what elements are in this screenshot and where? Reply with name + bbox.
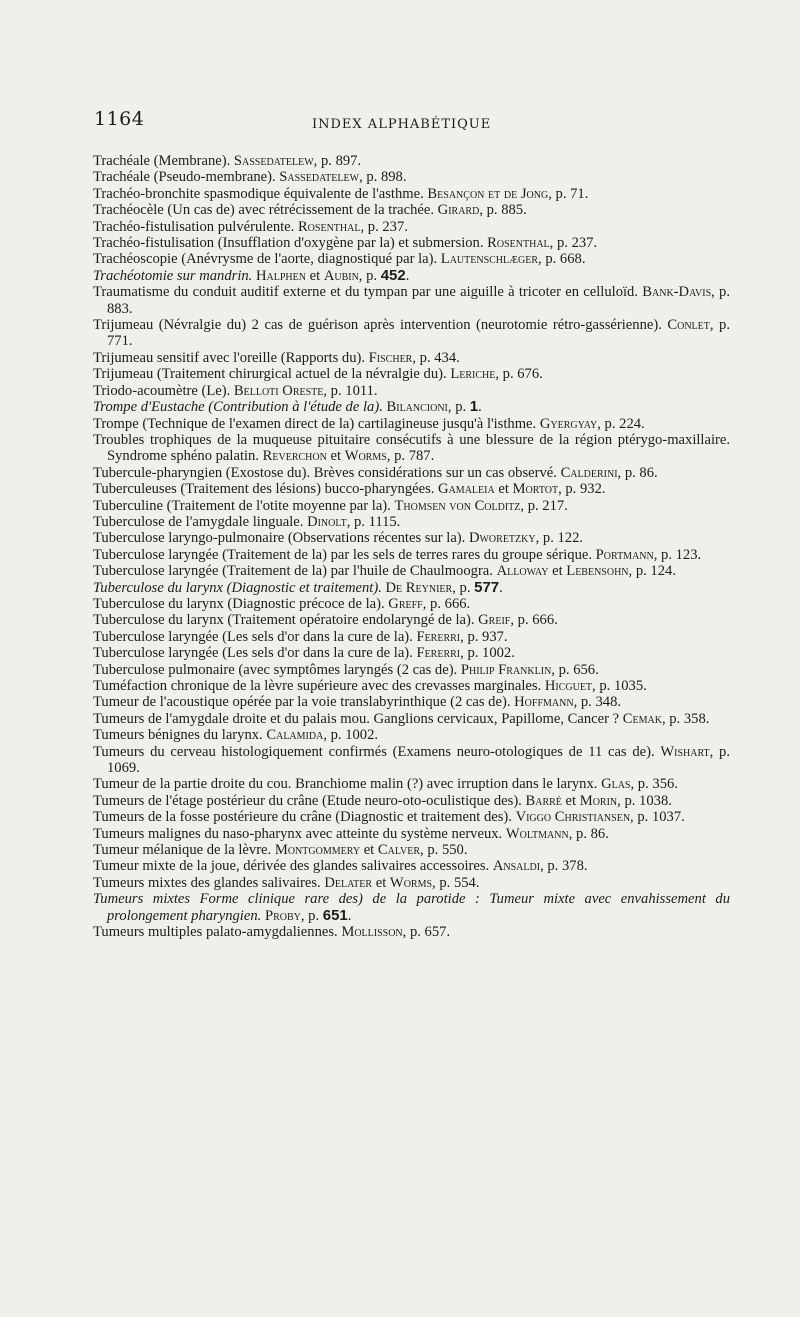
entry-author: Dinolt [307, 513, 347, 530]
entry-author: Alloway [496, 563, 549, 580]
entry-text: Trachéale (Membrane). [93, 153, 234, 169]
entry-page-ref: , p. 898. [359, 169, 407, 186]
entry-text: Tumeurs du cerveau histologiquement confirmés (Examens neuro-otologiques de 11 cas de). [93, 743, 661, 760]
index-entry [93, 596, 730, 612]
entry-page-ref: , p. 434. [412, 349, 460, 366]
entry-text: Tuberculose de l'amygdale linguale. [93, 513, 308, 530]
entry-author: Woltmann [505, 825, 569, 842]
entry-page-ref: , p. 348. [573, 694, 622, 711]
entry-page-ref: , p. 666. [422, 595, 471, 612]
entry-page-ref: , p. 122. [535, 530, 584, 547]
entry-page-ref: , p. [300, 907, 323, 924]
entry-author: Montgommery [274, 842, 361, 859]
entry-author: Bilancioni [386, 399, 448, 416]
index-entry [93, 235, 730, 251]
index-entry [93, 776, 730, 792]
index-entry [93, 629, 730, 645]
entry-page-bold: 452 [380, 266, 406, 284]
entry-conjunction: et [494, 481, 513, 498]
entry-author: Conlet [667, 317, 710, 334]
entry-author: Belloti Oreste [233, 382, 324, 399]
entry-author: Portmann [595, 546, 654, 563]
entry-page-ref: , p. 1069. [107, 743, 730, 777]
entry-author: Calamida [266, 727, 324, 744]
entry-text: Trijumeau sensitif avec l'oreille (Rapports du). [93, 349, 369, 366]
entry-author: Sassedatelew [279, 169, 360, 186]
entry-page-ref: , p. 237. [360, 218, 408, 235]
entry-author: Viggo Christiansen [515, 809, 631, 826]
entry-page-ref: , p. 885. [479, 202, 527, 219]
index-entry [93, 727, 730, 743]
index-entry [93, 563, 730, 579]
entry-title-italic: Trachéotomie sur mandrin. [93, 267, 253, 284]
index-entry [93, 826, 730, 842]
entry-page-ref: , p. 676. [495, 366, 543, 383]
entry-text: Trijumeau (Traitement chirurgical actuel de la névralgie du). [93, 366, 451, 383]
index-entry [93, 514, 730, 530]
index-entry [93, 498, 730, 514]
entry-text: Tumeurs bénignes du larynx. [93, 727, 267, 744]
entry-author: Mollisson [341, 924, 403, 941]
entry-author: Worms [344, 448, 387, 465]
index-entry [93, 678, 730, 694]
entry-author: Hoffmann [514, 694, 574, 711]
entry-page-ref: , p. 356. [630, 776, 678, 793]
entry-author: Reverchon [262, 448, 327, 465]
index-entry [93, 268, 730, 284]
entry-end: . [478, 399, 482, 416]
entry-page-ref: , p. 1002. [323, 727, 379, 744]
entry-text: Trachéo-bronchite spasmodique équivalente de l'asthme. [93, 185, 428, 202]
index-entry [93, 694, 730, 710]
entry-author: Greif [478, 612, 511, 629]
entry-text: Trachéoscopie (Anévrysme de l'aorte, diagnostiqué par la). [93, 251, 441, 268]
entry-page-ref: , p. 668. [538, 251, 586, 268]
entry-author: Delater [324, 874, 373, 891]
entry-page-ref: , p. 883. [107, 284, 730, 317]
entry-author: Bank-Davis [642, 284, 712, 301]
index-entry [93, 186, 730, 202]
index-entry [93, 432, 730, 465]
index-entry [93, 317, 730, 350]
entry-page-bold: 577 [474, 578, 500, 596]
entry-conjunction: et [326, 448, 345, 465]
index-entry [93, 875, 730, 891]
index-entry [93, 399, 730, 415]
entry-text: Trachéocèle (Un cas de) avec rétrécissement de la trachée. [93, 202, 438, 219]
entry-text: Trachéale (Pseudo-membrane). [93, 169, 280, 186]
entry-text: Tuberculose pulmonaire (avec symptômes laryngés (2 cas de). [93, 661, 461, 678]
index-entry [93, 858, 730, 874]
index-entry [93, 580, 730, 596]
entry-text: Traumatisme du conduit auditif externe et du tympan par une aiguille à tricoter en celluloïd. [93, 284, 643, 301]
entry-text: Tumeur de l'acoustique opérée par la voie translabyrinthique (2 cas de). [93, 694, 515, 711]
entry-text: Tuberculose du larynx (Traitement opératoire endolaryngé de la). [93, 612, 479, 629]
entry-text: Tumeurs de la fosse postérieure du crâne (Diagnostic et traitement des). [93, 809, 516, 826]
entry-author: Worms [389, 874, 433, 891]
entry-page-ref: , p. 358. [661, 710, 710, 727]
index-entry [93, 383, 730, 399]
index-entry [93, 169, 730, 185]
entry-conjunction: et [305, 267, 324, 284]
entry-author: Girard [437, 202, 480, 219]
entry-text: Tumeurs malignes du naso-pharynx avec atteinte du système nerveux. [93, 825, 506, 842]
entry-end: . [347, 907, 352, 924]
entry-text: Tuberculose du larynx (Diagnostic précoce de la). [93, 595, 389, 612]
entry-page-ref: , p. 937. [460, 628, 508, 645]
index-entry [93, 350, 730, 366]
entry-end: . [499, 579, 503, 596]
entry-author: Greff [388, 595, 423, 612]
entry-page-ref: , p. 1002. [460, 645, 515, 662]
entry-author: Gyergyay [539, 415, 598, 432]
entry-author: Rosenthal [487, 235, 550, 252]
entry-author: Mortot [512, 481, 559, 498]
entry-author: Sassedatelew [233, 153, 314, 169]
running-title: INDEX ALPHABÉTIQUE [312, 117, 492, 132]
page-number: 1164 [94, 108, 145, 130]
entry-page-ref: , p. 378. [540, 858, 588, 875]
entry-author: Dworetzky [468, 530, 536, 547]
entry-page-ref: , p. 71. [548, 185, 589, 202]
entry-author: Morin [579, 792, 618, 809]
entry-author: Aubin [323, 267, 359, 284]
entry-page-ref: , p. 123. [653, 546, 702, 563]
entry-conjunction: et [372, 874, 390, 891]
entry-text: Tuberculose laryngée (Les sels d'or dans la cure de la). [93, 628, 417, 645]
entry-page-ref: , p. 224. [597, 415, 645, 432]
entry-author: Calderini [560, 464, 618, 481]
index-entry [93, 891, 730, 924]
entry-page-ref: , p. 656. [551, 661, 599, 678]
entry-author: Fischer [368, 349, 413, 366]
index-entry [93, 202, 730, 218]
entry-page-bold: 1 [469, 398, 479, 416]
entry-page-ref: , p. 1011. [323, 382, 378, 399]
entry-page-ref: , p. 657. [402, 924, 451, 941]
entry-text: Tuberculeuses (Traitement des lésions) bucco-pharyngées. [93, 481, 439, 498]
entry-text: Trachéo-fistulisation (Insufflation d'oxygène par la) et submersion. [93, 235, 488, 252]
entry-author: Hicguet [544, 678, 593, 694]
index-entry [93, 530, 730, 546]
entry-page-ref: , p. 1037. [630, 809, 685, 826]
entry-text: Trijumeau (Névralgie du) 2 cas de guérison après intervention (neurotomie rétro-gassérienne). [93, 317, 668, 334]
entry-author: Lautenschlæger [440, 251, 539, 268]
index-entry [93, 284, 730, 317]
entry-text: Tuberculose laryngo-pulmonaire (Observations récentes sur la). [93, 530, 469, 547]
entry-page-ref: , p. 237. [549, 235, 598, 252]
entry-text: Tumeurs de l'étage postérieur du crâne (Etude neuro-oto-oculistique des). [93, 792, 526, 809]
index-entry [93, 924, 730, 940]
index-entry [93, 481, 730, 497]
entry-page-ref: , p. [447, 399, 470, 416]
entry-author: Ansaldi [492, 858, 541, 875]
entry-page-ref: , p. 124. [628, 563, 676, 580]
entry-page-ref: , p. 1038. [617, 792, 672, 809]
entry-author: Gamaleia [438, 481, 495, 498]
entry-text: Tumeur mixte de la joue, dérivée des glandes salivaires accessoires. [93, 858, 493, 875]
entry-page-ref: , p. 550. [420, 842, 468, 859]
entry-page-ref: , p. 787. [386, 448, 435, 465]
entry-author: Halphen [255, 267, 306, 284]
entry-page-ref: , p. 86. [617, 464, 658, 481]
entry-text: Trompe (Technique de l'examen direct de la) cartilagineuse jusqu'à l'isthme. [93, 415, 540, 432]
entry-text: Tuberculine (Traitement de l'otite moyenne par la). [93, 497, 395, 514]
entry-text: Tumeur mélanique de la lèvre. [93, 842, 275, 859]
entry-page-ref: , p. 932. [558, 481, 606, 498]
index-entry [93, 645, 730, 661]
entry-text: Trachéo-fistulisation pulvérulente. [93, 218, 298, 235]
entry-title-italic: Tumeurs mixtes Forme clinique rare des) de la parotide : Tumeur mixte avec envahissement du prolongement pharyngien. [93, 891, 730, 924]
entry-page-ref: , p. [358, 267, 381, 284]
entry-page-ref: , p. 666. [510, 612, 558, 629]
entry-author: Proby [264, 907, 301, 924]
entry-text: Tubercule-pharyngien (Exostose du). Brèves considérations sur un cas observé. [93, 464, 561, 481]
entry-author: Wishart [660, 743, 710, 760]
entry-author: Cemak [622, 710, 662, 727]
index-entry [93, 612, 730, 628]
index-entry [93, 153, 730, 169]
entry-title-italic: Tuberculose du larynx (Diagnostic et traitement). [93, 579, 382, 596]
entry-text: Tuméfaction chronique de la lèvre supérieure avec des crevasses marginales. [93, 678, 545, 694]
index-entries [93, 153, 730, 941]
entry-page-ref: , p. [452, 579, 475, 596]
entry-author: Philip Franklin [460, 661, 552, 678]
entry-author: Lebensohn [566, 563, 629, 580]
index-entry [93, 547, 730, 563]
entry-page-bold: 651 [322, 906, 348, 924]
entry-page-ref: , p. 1115. [346, 513, 401, 530]
entry-author: Fererri [416, 645, 461, 662]
entry-author: Glas [601, 776, 631, 793]
entry-author: Fererri [416, 628, 461, 645]
entry-page-ref: , p. 217. [520, 497, 568, 514]
entry-page-ref: , p. 86. [568, 825, 609, 842]
entry-text: Triodo-acoumètre (Le). [93, 382, 234, 399]
entry-text: Tumeurs multiples palato-amygdaliennes. [93, 924, 342, 941]
entry-text: Tuberculose laryngée (Les sels d'or dans la cure de la). [93, 645, 417, 662]
entry-text: Tuberculose laryngée (Traitement de la) par l'huile de Chaulmoogra. [93, 563, 497, 580]
entry-author: Thomsen von Colditz [394, 497, 521, 514]
index-entry [93, 416, 730, 432]
entry-author: Rosenthal [297, 218, 361, 235]
entry-text: Troubles trophiques de la muqueuse pituitaire consécutifs à une blessure de la région ptérygo-maxillaire. Syndrome sphéno palatin. [93, 431, 730, 465]
entry-text: Tumeurs mixtes des glandes salivaires. [93, 874, 325, 891]
entry-text: Tumeur de la partie droite du cou. Branchiome malin (?) avec irruption dans le larynx. [93, 776, 602, 793]
index-entry [93, 809, 730, 825]
entry-page-ref: , p. 554. [432, 874, 480, 891]
entry-conjunction: et [561, 792, 580, 809]
entry-author: Calver [377, 842, 421, 859]
index-entry [93, 793, 730, 809]
index-entry [93, 842, 730, 858]
entry-author: De Reynier [385, 579, 453, 596]
index-entry [93, 465, 730, 481]
entry-text: Tuberculose laryngée (Traitement de la) par les sels de terres rares du groupe sérique. [93, 546, 596, 563]
entry-end: . [405, 267, 410, 284]
entry-page-ref: , p. 771. [107, 317, 730, 350]
entry-page-ref: , p. 897. [313, 153, 362, 169]
entry-author: Besançon et de Jong [427, 185, 549, 202]
entry-author: Barré [525, 792, 562, 809]
entry-title-italic: Trompe d'Eustache (Contribution à l'étude de la). [93, 399, 383, 416]
index-entry [93, 711, 730, 727]
index-entry [93, 251, 730, 267]
index-entry [93, 366, 730, 382]
index-entry [93, 744, 730, 777]
entry-page-ref: , p. 1035. [592, 678, 647, 694]
entry-conjunction: et [548, 563, 567, 580]
index-entry [93, 662, 730, 678]
index-entry [93, 219, 730, 235]
entry-conjunction: et [360, 842, 378, 859]
entry-text: Tumeurs de l'amygdale droite et du palais mou. Ganglions cervicaux, Papillome, Cancer ? [93, 710, 623, 727]
entry-author: Leriche [450, 366, 496, 383]
